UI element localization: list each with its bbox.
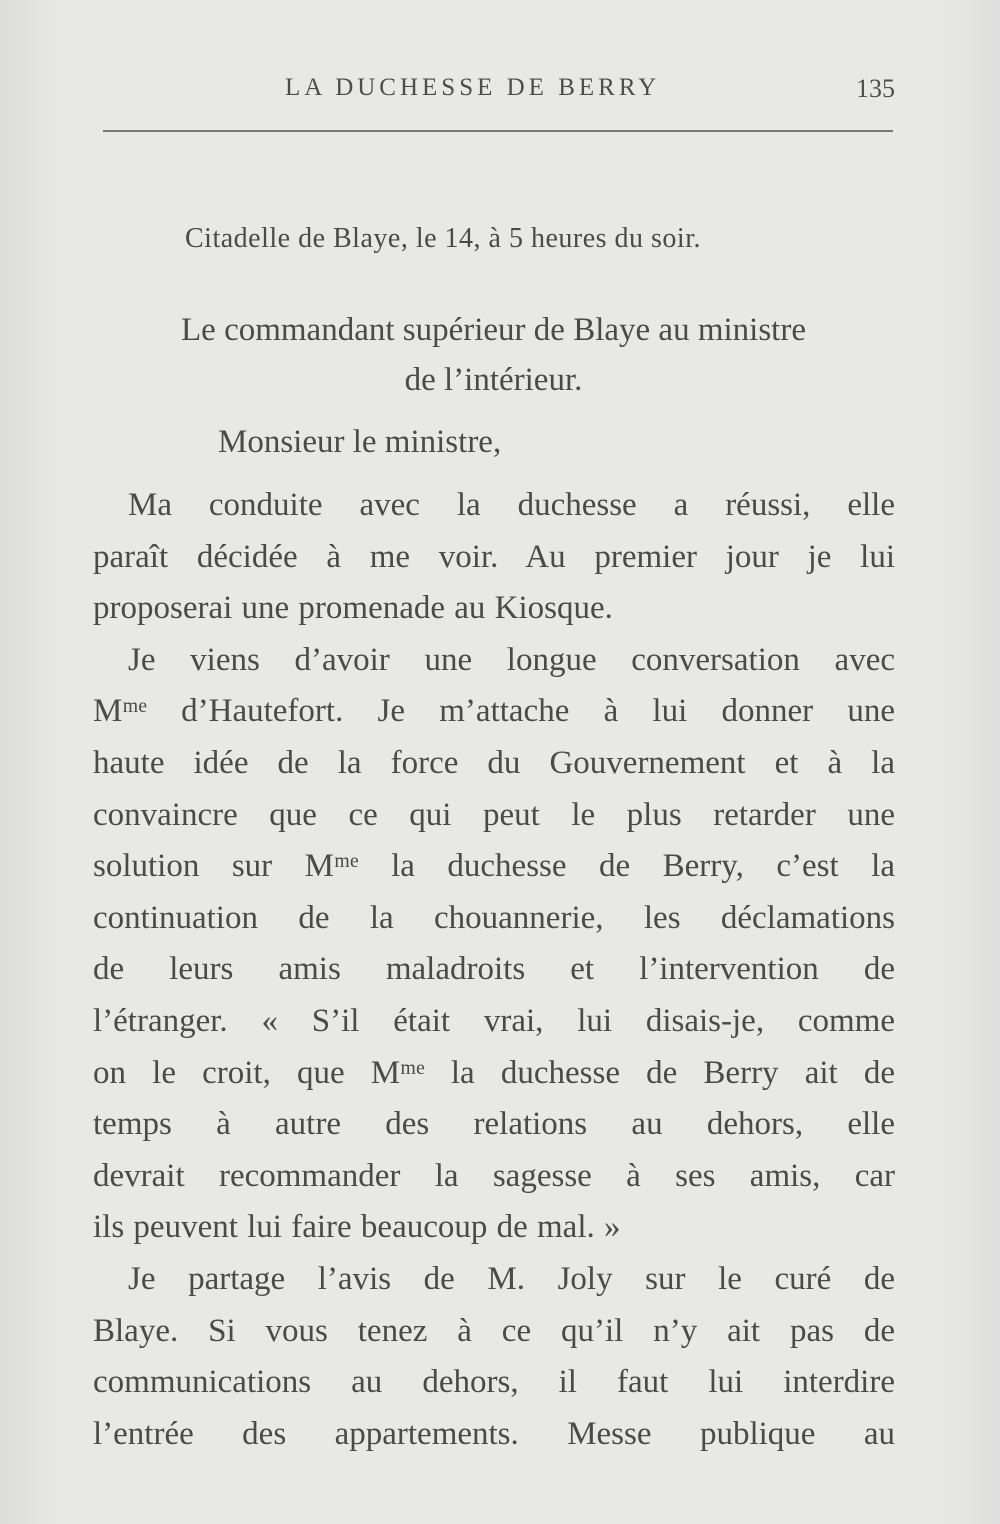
- letter-salutation: Monsieur le ministre,: [218, 424, 502, 460]
- letter-body: [93, 480, 895, 1460]
- text-line: Je viens d’avoir une longue conversation avec: [128, 641, 895, 678]
- text-line: convaincre que ce qui peut le plus retarder une: [93, 796, 895, 833]
- letter-dateline: Citadelle de Blaye, le 14, à 5 heures du soir.: [185, 223, 701, 254]
- text-line: Je partage l’avis de M. Joly sur le curé de: [128, 1260, 895, 1297]
- text-line: communications au dehors, il faut lui interdire: [93, 1364, 895, 1401]
- text-line: haute idée de la force du Gouvernement et à la: [93, 744, 895, 781]
- paragraph: [93, 1254, 895, 1460]
- text-line: ils peuvent lui faire beaucoup de mal. »: [93, 1209, 621, 1246]
- text-line: Ma conduite avec la duchesse a réussi, elle: [128, 487, 895, 523]
- text-line: continuation de la chouannerie, les déclamations: [93, 899, 895, 936]
- text-line: Blaye. Si vous tenez à ce qu’il n’y ait pas de: [93, 1312, 895, 1349]
- address-line: Le commandant supérieur de Blaye au ministre: [181, 312, 806, 348]
- text-line: proposerai une promenade au Kiosque.: [93, 590, 613, 627]
- text-line: devrait recommander la sagesse à ses amis, car: [93, 1157, 895, 1194]
- text-line: temps à autre des relations au dehors, elle: [93, 1106, 895, 1143]
- address-line: de l’intérieur.: [404, 362, 583, 398]
- paragraph: [93, 635, 895, 1254]
- letter-address: [92, 305, 895, 405]
- page-number: 135: [856, 74, 895, 103]
- text-line: de leurs amis maladroits et l’intervention de: [93, 951, 895, 988]
- text-line: paraît décidée à me voir. Au premier jour je lui: [93, 538, 895, 575]
- paragraph: [93, 480, 895, 635]
- header-rule: [103, 130, 893, 132]
- text-line: l’étranger. « S’il était vrai, lui disais-je, comme: [93, 1002, 895, 1039]
- running-head: [100, 74, 895, 114]
- text-line: l’entrée des appartements. Messe publique au: [93, 1415, 895, 1452]
- text-line: Mᵐᵉ d’Hautefort. Je m’attache à lui donner une: [93, 693, 895, 730]
- text-line: on le croit, que Mᵐᵉ la duchesse de Berry ait de: [93, 1054, 895, 1091]
- text-line: solution sur Mᵐᵉ la duchesse de Berry, c’est la: [93, 848, 895, 885]
- running-title: LA DUCHESSE DE BERRY: [285, 74, 661, 101]
